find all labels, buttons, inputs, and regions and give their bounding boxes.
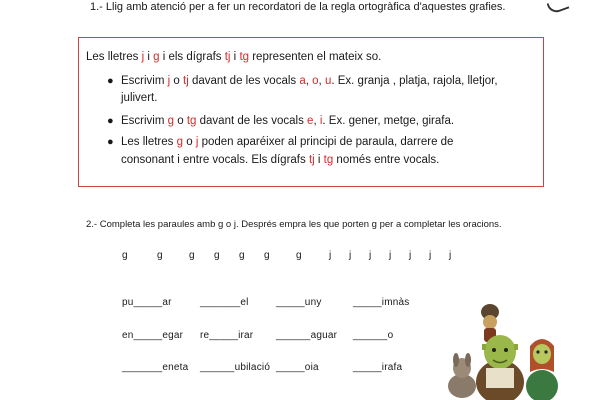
letter-j: j <box>429 250 432 261</box>
rule-text-run: o <box>174 115 187 127</box>
letter-g: g <box>122 250 128 261</box>
letter-g: g <box>189 250 195 261</box>
rule-bullet-1 <box>121 73 498 90</box>
highlight-letter: j <box>195 136 199 148</box>
letter-g: g <box>296 250 302 261</box>
rule-text-run: o <box>183 136 196 148</box>
rule-text-run: i <box>230 51 240 63</box>
rule-text-run: , <box>318 75 325 87</box>
highlight-letter: j <box>167 75 171 87</box>
highlight-letter: e <box>307 115 314 127</box>
highlight-letter: tj <box>224 51 231 63</box>
highlight-letter: tj <box>183 75 189 87</box>
bullet-dot-1: ● <box>107 75 114 87</box>
highlight-letter: tg <box>323 154 334 166</box>
rule-text-run: consonant i entre vocals. Els dígrafs <box>121 154 309 166</box>
rule-bullet-3-line2 <box>121 152 439 169</box>
rule-bullet-1-line2: julivert. <box>121 92 158 104</box>
letter-g: g <box>157 250 163 261</box>
blank-word: _____uny <box>276 297 322 308</box>
letter-j: j <box>329 250 332 261</box>
blank-word: _____oia <box>276 362 319 373</box>
highlight-letter: i <box>319 115 323 127</box>
highlight-letter: u <box>324 75 332 87</box>
blank-word: _____irafa <box>353 362 403 373</box>
highlight-letter: g <box>167 115 175 127</box>
cartoon-characters-illustration <box>440 282 600 400</box>
rule-text-run: Les lletres <box>86 51 142 63</box>
corner-stroke-decoration <box>547 0 570 15</box>
blank-word: _______el <box>200 297 249 308</box>
bullet-dot-2: ● <box>107 115 114 127</box>
highlight-letter: o <box>312 75 319 87</box>
highlight-letter: g <box>153 51 160 63</box>
rule-text-run: només entre vocals. <box>333 154 440 166</box>
exercise-2-instruction: 2.- Completa les paraules amb g o j. Després empra les que porten g per a completar les oracions. <box>86 219 502 230</box>
rule-text-run: davant de les vocals <box>196 115 308 127</box>
letter-j: j <box>349 250 352 261</box>
blank-word: ______ubilació <box>200 362 271 373</box>
blank-word: ______aguar <box>276 330 338 341</box>
letter-j: j <box>449 250 452 261</box>
letter-g: g <box>264 250 270 261</box>
highlight-letter: tg <box>186 115 197 127</box>
blank-word: pu_____ar <box>122 297 172 308</box>
blank-word: _______eneta <box>122 362 189 373</box>
exercise-1-title: 1.- Llig amb atenció per a fer un recordatori de la regla ortogràfica d'aquestes grafies. <box>90 1 506 13</box>
highlight-letter: j <box>141 51 145 63</box>
rule-text-run: . Ex. gener, metge, girafa. <box>322 115 455 127</box>
highlight-letter: a <box>299 75 306 87</box>
rule-text-run: , <box>305 75 313 87</box>
rule-bullet-2 <box>121 113 454 130</box>
rule-bullet-3 <box>121 134 453 151</box>
blank-word: en_____egar <box>122 330 184 341</box>
highlight-letter: tj <box>308 154 315 166</box>
highlight-letter: g <box>176 136 184 148</box>
rule-text-run: i els dígrafs <box>159 51 225 63</box>
blank-word: re_____irar <box>200 330 254 341</box>
rule-text-run: davant de les vocals <box>188 75 300 87</box>
rule-text-run: o <box>170 75 183 87</box>
rule-text-run: i <box>314 154 324 166</box>
rule-text-run: . Ex. granja , platja, rajola, lletjor, <box>331 75 498 87</box>
letter-j: j <box>409 250 412 261</box>
highlight-letter: tg <box>239 51 250 63</box>
rule-text-run: Escrivim <box>121 75 168 87</box>
rule-text-run: poden aparéixer al principi de paraula, darrere de <box>198 136 454 148</box>
blank-word: ______o <box>353 330 394 341</box>
rule-text-run: Escrivim <box>121 115 168 127</box>
rule-intro <box>86 49 381 66</box>
bullet-dot-3: ● <box>107 136 114 148</box>
rule-text-run: i <box>144 51 154 63</box>
rule-text-run: representen el mateix so. <box>249 51 382 63</box>
rule-text-run: Les lletres <box>121 136 177 148</box>
letter-g: g <box>214 250 220 261</box>
rule-text-run: , <box>313 115 320 127</box>
blank-word: _____imnàs <box>353 297 410 308</box>
letter-g: g <box>239 250 245 261</box>
letter-j: j <box>369 250 372 261</box>
letter-j: j <box>389 250 392 261</box>
